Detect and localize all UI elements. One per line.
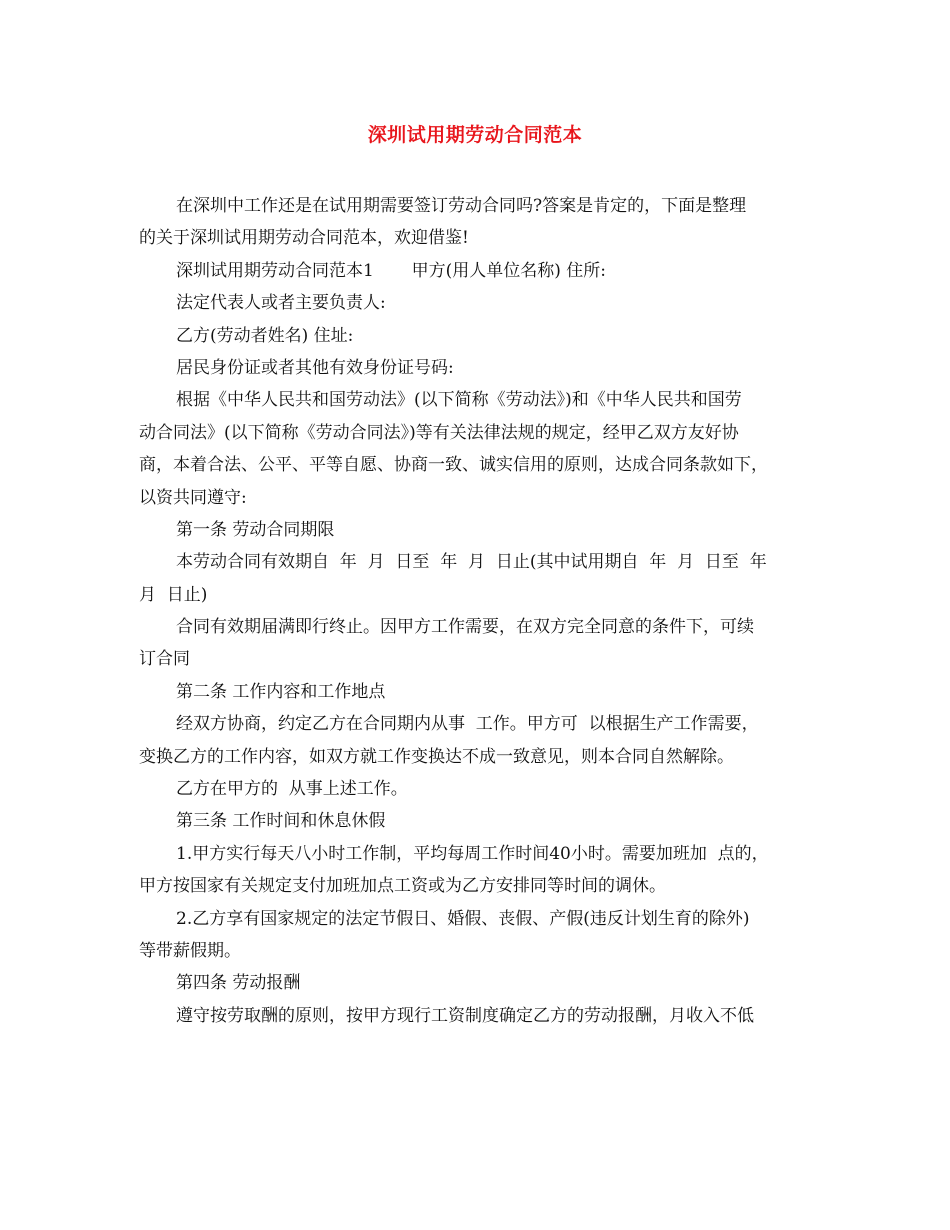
paragraph-line: 居民身份证或者其他有效身份证号码: [176,357,454,378]
paragraph-line: 等带薪假期。 [139,940,241,961]
paragraph-line: 月 日止) [139,584,208,605]
paragraph-line: 遵守按劳取酬的原则，按甲方现行工资制度确定乙方的劳动报酬，月收入不低 [176,1005,754,1026]
paragraph-line: 变换乙方的工作内容，如双方就工作变换达不成一致意见，则本合同自然解除。 [139,746,734,767]
paragraph-line: 合同有效期届满即行终止。因甲方工作需要，在双方完全同意的条件下，可续 [176,617,754,638]
paragraph-line: 甲方按国家有关规定支付加班加点工资或为乙方安排同等时间的调休。 [139,876,666,897]
paragraph-line: 在深圳中工作还是在试用期需要签订劳动合同吗?答案是肯定的，下面是整理 [176,196,747,216]
paragraph-line: 动合同法》(以下简称《劳动合同法》)等有关法律法规的规定，经甲乙双方友好协 [139,422,739,443]
paragraph-line: 的关于深圳试用期劳动合同范本，欢迎借鉴! [139,228,469,249]
article-heading: 第二条 工作内容和工作地点 [176,681,386,702]
paragraph-line: 深圳试用期劳动合同范本1 甲方(用人单位名称) 住所: [176,260,607,281]
paragraph-line: 法定代表人或者主要负责人: [176,293,386,314]
article-heading: 第三条 工作时间和休息休假 [176,811,386,832]
paragraph-line: 本劳动合同有效期自 年 月 日至 年 月 日止(其中试用期自 年 月 日至 年 [176,552,767,573]
paragraph-line: 商，本着合法、公平、平等自愿、协商一致、诚实信用的原则，达成合同条款如下， [139,455,768,476]
paragraph-line: 根据《中华人民共和国劳动法》(以下简称《劳动法》)和《中华人民共和国劳 [176,390,742,411]
paragraph-line: 1.甲方实行每天八小时工作制，平均每周工作时间40小时。需要加班加 点的， [176,843,769,864]
article-heading: 第一条 劳动合同期限 [176,519,335,540]
paragraph-line: 2.乙方享有国家规定的法定节假日、婚假、丧假、产假(违反计划生育的除外) [176,908,750,929]
paragraph-line: 经双方协商，约定乙方在合同期内从事 工作。甲方可 以根据生产工作需要， [176,714,759,735]
document-body [139,190,829,1032]
document-title: 深圳试用期劳动合同范本 [367,124,583,146]
article-heading: 第四条 劳动报酬 [176,973,301,994]
paragraph-line: 以资共同遵守: [139,487,247,508]
paragraph-line: 乙方在甲方的 从事上述工作。 [176,779,408,800]
paragraph-line: 乙方(劳动者姓名) 住址: [176,325,354,346]
paragraph-line: 订合同 [139,649,190,670]
